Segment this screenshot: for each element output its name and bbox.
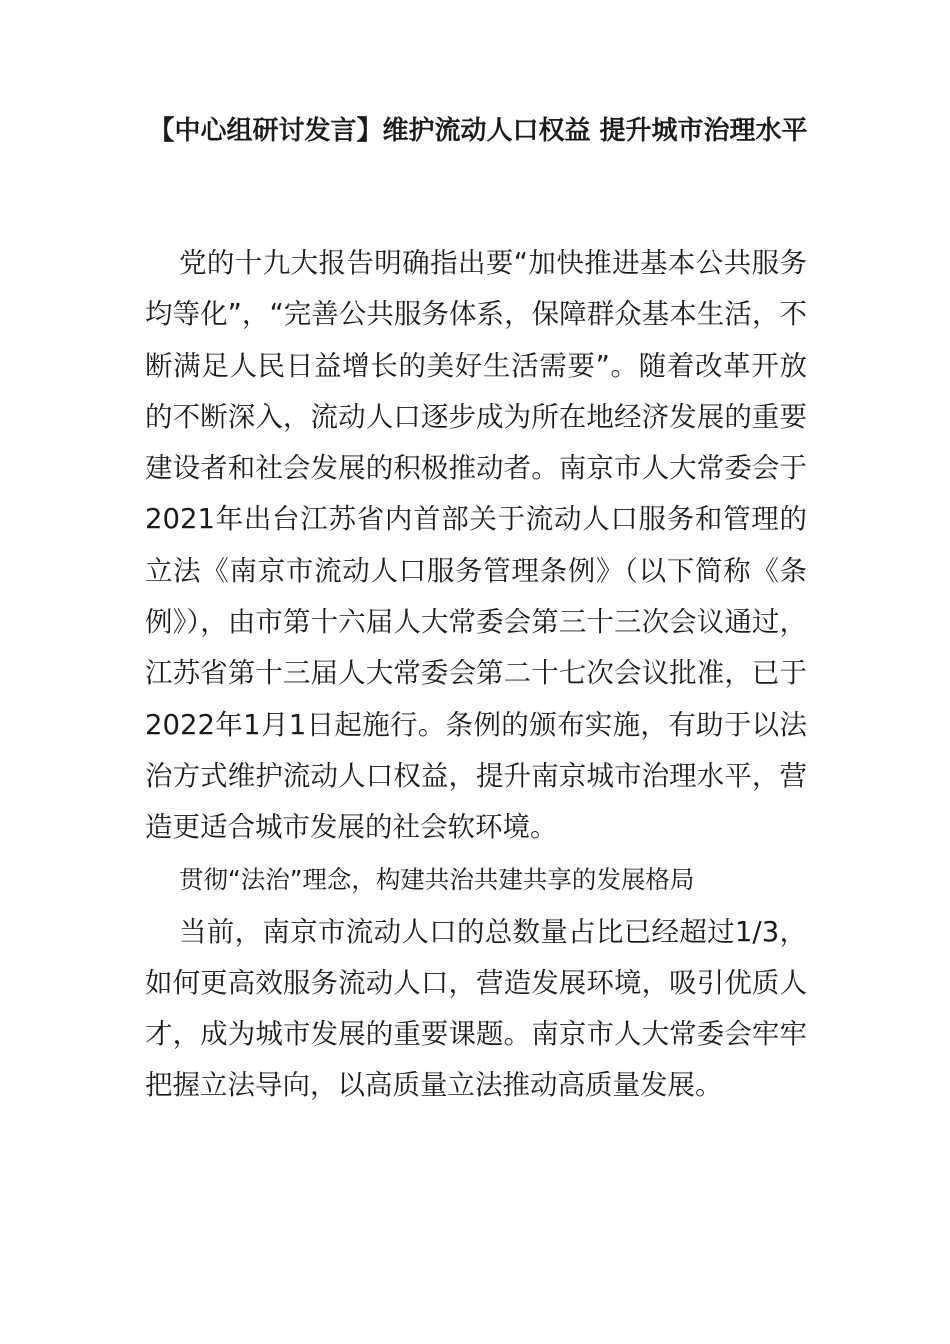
- document-title: 【中心组研讨发言】维护流动人口权益 提升城市治理水平: [148, 116, 808, 146]
- section-heading: 贯彻“法治”理念，构建共治共建共享的发展格局: [179, 864, 695, 894]
- paragraph-intro: 党的十九大报告明确指出要“加快推进基本公共服务均等化”，“完善公共服务体系，保障群众基本生活，不断满足人民日益增长的美好生活需要”。随着改革开放的不断深入，流动人口逐步成为所在地经济发展的重要建设者和社会发展的积极推动者。南京市人大常委会于2021年出台江苏省内首部关于流动人口服务和管理的立法《南京市流动人口服务管理条例》（以下简称《条例》），由市第十六届人大常委会第三十三次会议通过，江苏省第十三届人大常委会第二十七次会议批准，已于2022年1月1日起施行。条例的颁布实施，有助于以法治方式维护流动人口权益，提升南京城市治理水平，营造更适合城市发展的社会软环境。: [145, 247, 807, 844]
- paragraph-section: 当前，南京市流动人口的总数量占比已经超过1/3，如何更高效服务流动人口，营造发展环境，吸引优质人才，成为城市发展的重要课题。南京市人大常委会牢牢把握立法导向，以高质量立法推动高质量发展。: [145, 915, 807, 1102]
- document-body: [145, 238, 807, 1112]
